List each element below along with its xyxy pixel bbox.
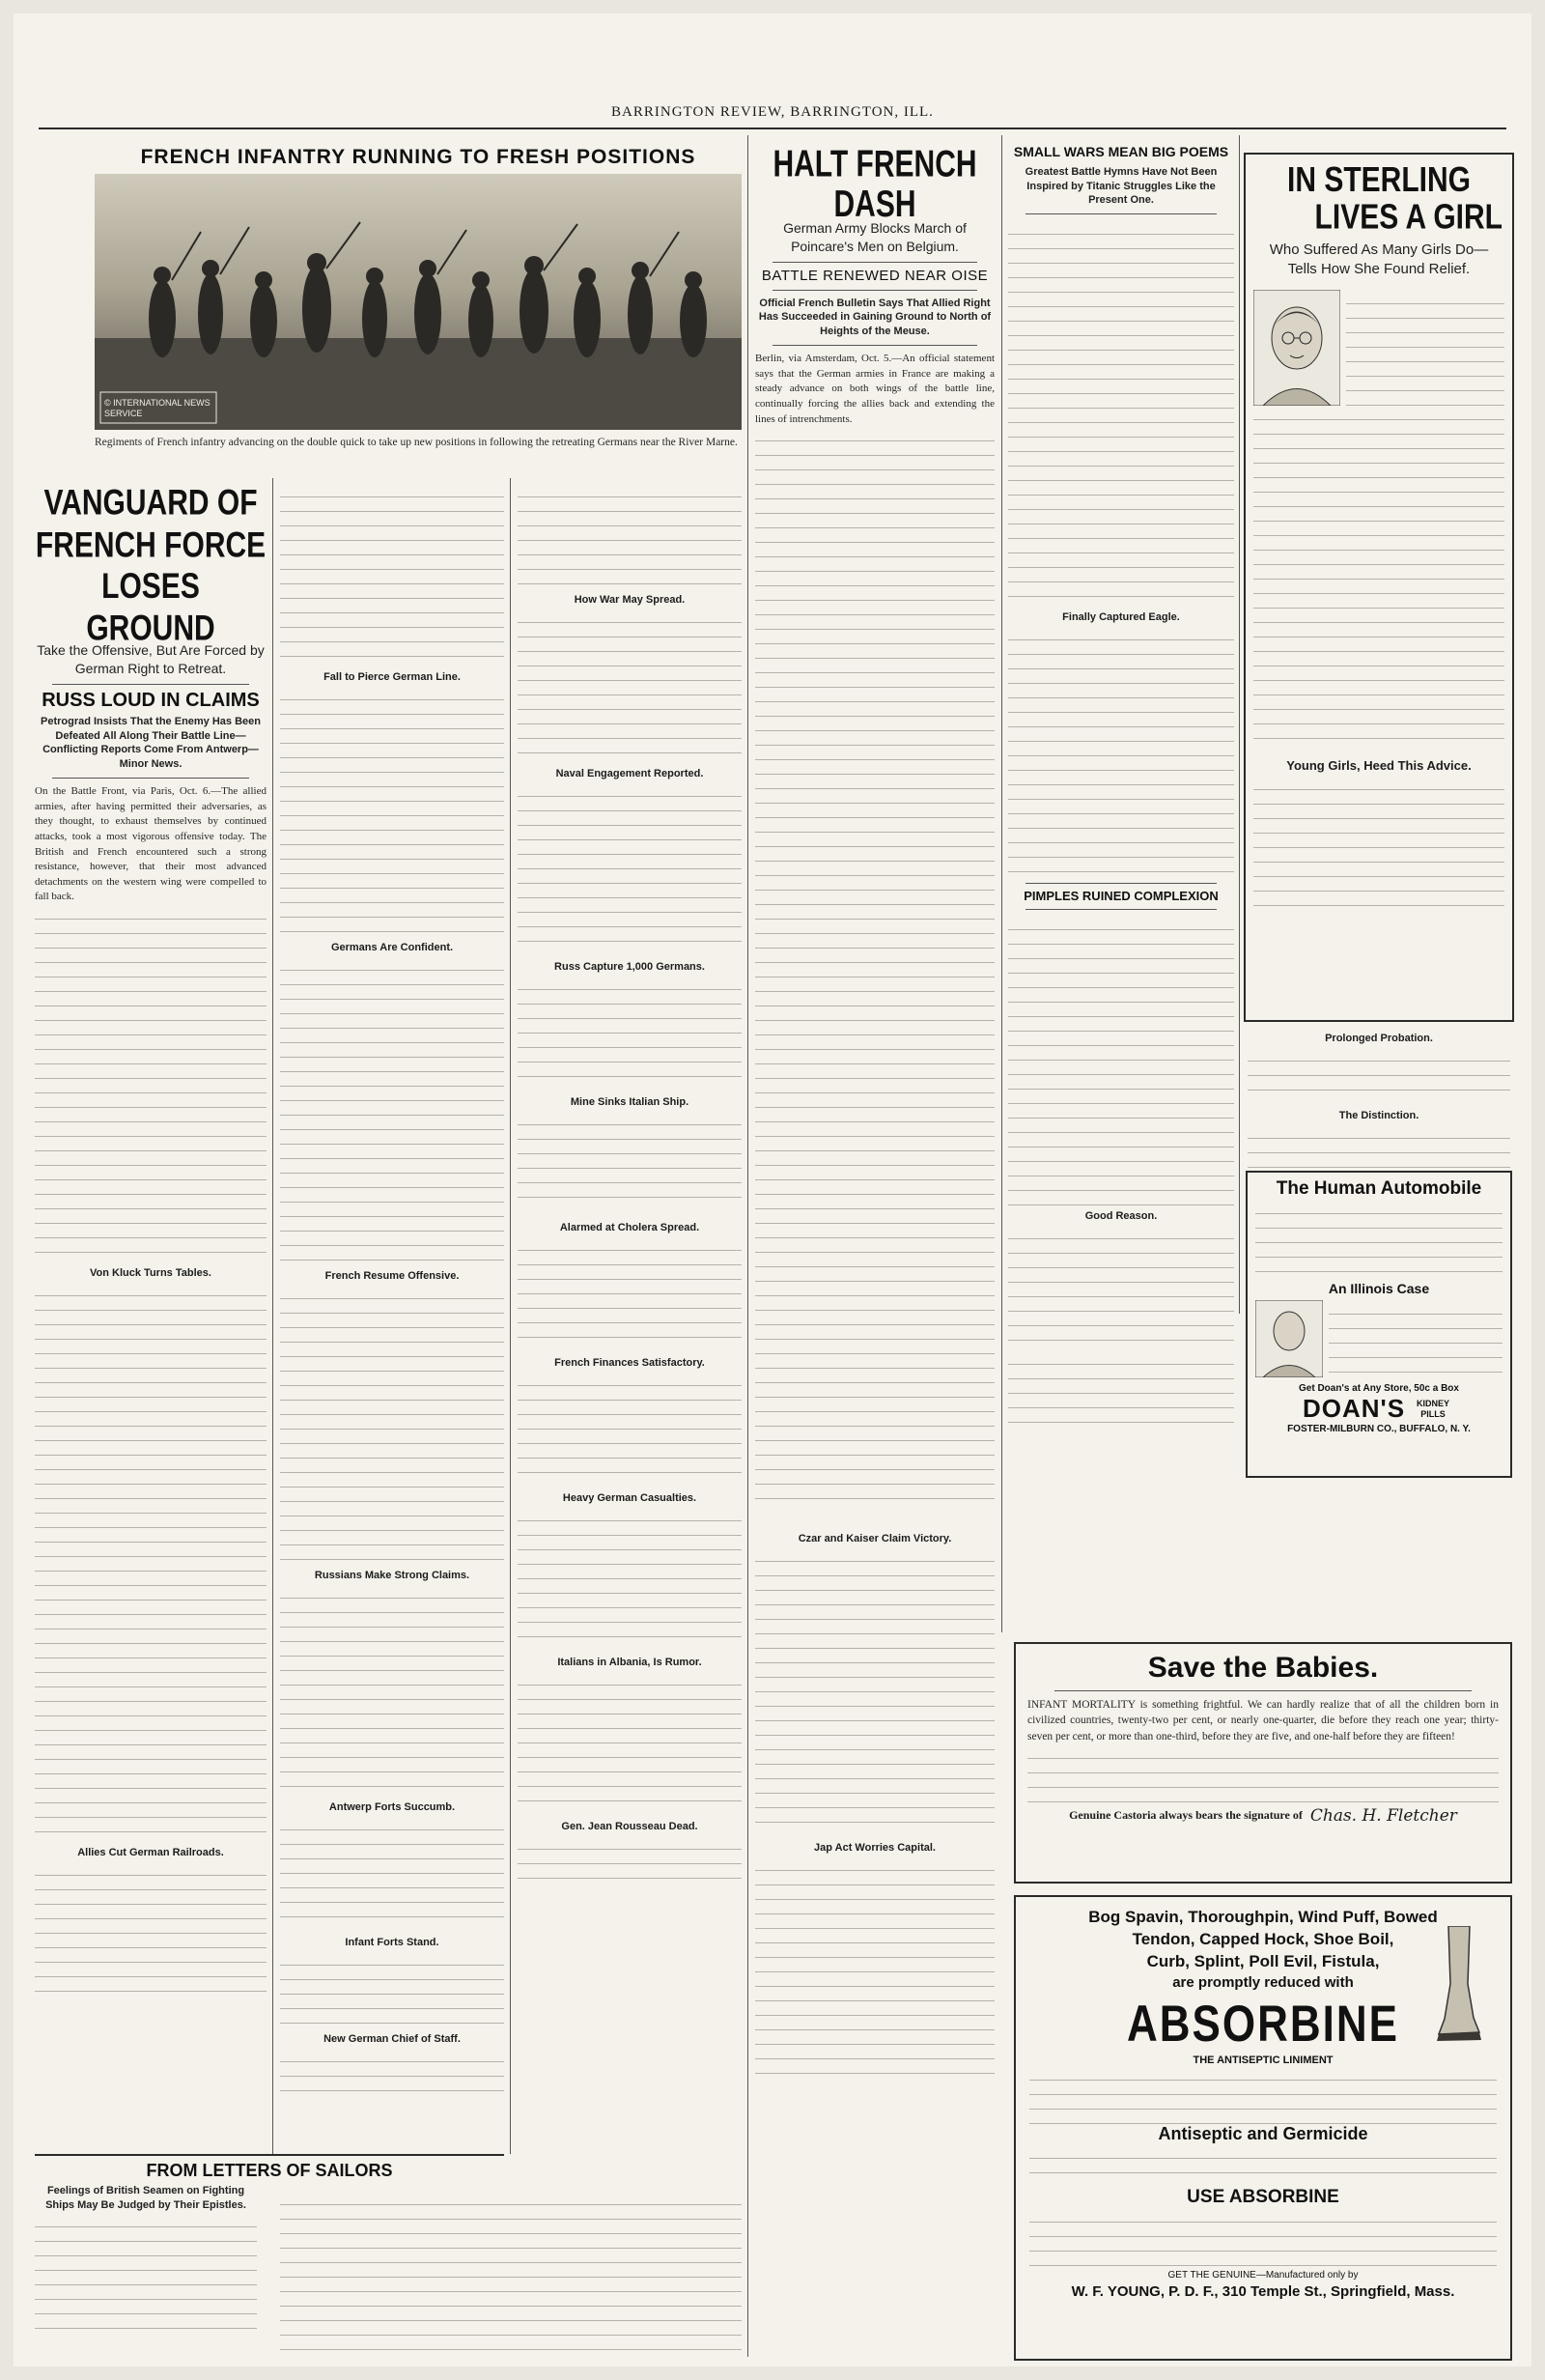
absorbine-headline-2: Tendon, Capped Hock, Shoe Boil,	[1132, 1929, 1394, 1948]
sailors-headline: FROM LETTERS OF SAILORS	[146, 2161, 393, 2180]
sailors-deck: Feelings of British Seamen on Fighting Ships May Be Judged by Their Epistles.	[45, 2184, 246, 2211]
babies-title: Save the Babies.	[1147, 1652, 1379, 1684]
article-text-lines	[1008, 916, 1234, 1205]
small-wars-article	[1008, 145, 1234, 1428]
news-photo	[95, 174, 742, 430]
article-text-lines	[1329, 1300, 1503, 1377]
halt-deck: German Army Blocks March of Poincare's Men on Belgium.	[783, 220, 967, 254]
article-text-lines	[35, 905, 267, 1262]
article-text-lines	[280, 1584, 504, 1797]
column-rule	[272, 478, 273, 2154]
halt-headline: HALT FRENCH DASH	[772, 143, 977, 225]
article-text-lines	[518, 1236, 742, 1352]
halt-lead: Berlin, via Amsterdam, Oct. 5.—An official statement says that the German armies in France are making a steady advance on both wings of the battle line, continually forcing the allies back and extending the lines of intrenchments.	[755, 353, 995, 425]
article-text-lines	[1248, 1047, 1510, 1105]
divider	[772, 345, 977, 346]
section-head: French Finances Satisfactory.	[554, 1357, 705, 1369]
article-text-lines	[518, 1835, 742, 1893]
article-text-lines	[1253, 406, 1504, 753]
portrait-illustration	[1255, 1300, 1323, 1377]
article-text-lines	[1253, 776, 1504, 921]
sterling-ad	[1244, 153, 1514, 1022]
castoria-ad	[1014, 1642, 1512, 1884]
article-text-lines	[518, 483, 742, 589]
article-text-lines	[1346, 290, 1504, 406]
article-text-lines	[755, 427, 995, 1528]
divider	[1025, 909, 1217, 910]
article-text-lines	[755, 1547, 995, 1837]
header-rule	[39, 128, 1506, 129]
sterling-deck: Who Suffered As Many Girls Do—Tells How She Found Relief.	[1269, 241, 1489, 278]
doans-maker: FOSTER-MILBURN CO., BUFFALO, N. Y.	[1287, 1424, 1471, 1434]
vanguard-subhead: RUSS LOUD IN CLAIMS	[42, 689, 260, 711]
vanguard-lead: On the Battle Front, via Paris, Oct. 6.—The allied armies, after having permitted their adversaries, as they thought, to exhaust themselves by continued attacks, took a most vigorous offensive today. The British and French encountered such a strong resistance, however, that their most advanced detachments on the western wing were compelled to fall back.	[35, 785, 267, 903]
article-text-lines	[1029, 2144, 1497, 2183]
divider	[52, 778, 249, 779]
divider	[772, 290, 977, 291]
article-text-lines	[280, 1285, 504, 1565]
sterling-headline-1: IN STERLING	[1286, 160, 1471, 200]
article-text-lines	[518, 976, 742, 1091]
article-text-lines	[280, 686, 504, 937]
section-head: Czar and Kaiser Claim Victory.	[798, 1533, 952, 1545]
halt-subhead: BATTLE RENEWED NEAR OISE	[761, 267, 989, 284]
article-text-lines	[35, 2213, 257, 2338]
section-head: Alarmed at Cholera Spread.	[559, 1222, 700, 1233]
divider	[1025, 883, 1217, 884]
section-head: French Resume Offensive.	[324, 1270, 460, 1282]
absorbine-headline-4: are promptly reduced with	[1172, 1973, 1354, 1991]
infantry-photo-illustration	[95, 174, 742, 430]
halt-subdeck: Official French Bulletin Says That Allied Right Has Succeeded in Gaining Ground to North of Heights of the Meuse.	[758, 297, 992, 338]
article-text-lines	[35, 1861, 267, 1997]
article-text-lines	[755, 1856, 995, 2088]
section-head: Fall to Pierce German Line.	[323, 671, 461, 683]
section-head: Russ Capture 1,000 Germans.	[554, 961, 705, 973]
middle-column	[518, 483, 742, 1893]
small-wars-headline: SMALL WARS MEAN BIG POEMS	[1013, 144, 1229, 159]
article-text-lines	[1008, 1225, 1234, 1350]
article-text-lines	[280, 483, 504, 666]
divider	[1054, 1690, 1472, 1691]
divider	[52, 684, 249, 685]
photo-credit: © INTERNATIONAL NEWS SERVICE	[104, 398, 211, 418]
column-rule	[1001, 135, 1002, 1632]
section-head: Italians in Albania, Is Rumor.	[557, 1657, 702, 1668]
doans-brand: DOAN'S	[1302, 1394, 1406, 1423]
section-head: Allies Cut German Railroads.	[77, 1847, 224, 1859]
section-head: Russians Make Strong Claims.	[314, 1570, 470, 1581]
vanguard-deck: Take the Offensive, But Are Forced by German Right to Retreat.	[37, 642, 265, 676]
vanguard-continued	[280, 483, 504, 2106]
section-head: Mine Sinks Italian Ship.	[570, 1096, 689, 1108]
doans-ad	[1246, 1171, 1512, 1478]
section-head: Naval Engagement Reported.	[555, 768, 704, 779]
vanguard-article	[35, 483, 267, 1997]
article-text-lines	[35, 1282, 267, 1842]
article-text-lines	[1029, 2066, 1497, 2124]
divider	[35, 2154, 504, 2156]
sterling-advice: Young Girls, Heed This Advice.	[1286, 757, 1472, 773]
section-head: Antwerp Forts Succumb.	[328, 1801, 456, 1813]
section-head: Germans Are Confident.	[330, 942, 454, 953]
section-head: New German Chief of Staff.	[323, 2033, 461, 2045]
article-text-lines	[280, 2048, 504, 2106]
section-head: The Distinction.	[1338, 1110, 1419, 1121]
absorbine-antiseptic: Antiseptic and Germicide	[1158, 2124, 1368, 2144]
article-text-lines	[280, 1816, 504, 1932]
section-head: Heavy German Casualties.	[562, 1492, 697, 1504]
doans-title: The Human Automobile	[1276, 1178, 1482, 1199]
running-head: BARRINGTON REVIEW, BARRINGTON, ILL.	[611, 104, 934, 120]
photo-headline: FRENCH INFANTRY RUNNING TO FRESH POSITIONS	[140, 146, 696, 168]
doans-case: An Illinois Case	[1328, 1281, 1430, 1296]
article-text-lines	[518, 1372, 742, 1488]
pimples-headline: PIMPLES RUINED COMPLEXION	[1024, 889, 1219, 904]
column-rule	[747, 135, 748, 2357]
section-head: Finally Captured Eagle.	[1062, 611, 1180, 624]
section-head: Von Kluck Turns Tables.	[90, 1267, 211, 1280]
fletcher-signature: Chas. H. Fletcher	[1309, 1805, 1457, 1826]
article-text-lines	[1255, 1200, 1503, 1277]
doans-store: Get Doan's at Any Store, 50c a Box	[1299, 1383, 1459, 1394]
section-head: Infant Forts Stand.	[345, 1937, 439, 1948]
article-text-lines	[1008, 220, 1234, 607]
article-text-lines	[518, 1507, 742, 1652]
article-text-lines	[280, 2191, 742, 2365]
absorbine-maker: W. F. YOUNG, P. D. F., 310 Temple St., Springfield, Mass.	[1071, 2283, 1455, 2301]
small-wars-deck: Greatest Battle Hymns Have Not Been Inspired by Titanic Struggles Like the Present One.	[1025, 165, 1218, 207]
article-text-lines	[1008, 1350, 1234, 1428]
halt-article	[755, 145, 995, 2088]
article-text-lines	[280, 1951, 504, 2028]
vanguard-headline-3: LOSES GROUND	[86, 566, 215, 648]
doans-brand-sub: KIDNEY PILLS	[1417, 1398, 1450, 1419]
sterling-fillers	[1248, 1028, 1510, 1173]
section-head: Prolonged Probation.	[1325, 1033, 1433, 1044]
article-text-lines	[1248, 1124, 1510, 1173]
absorbine-headline-1: Bog Spavin, Thoroughpin, Wind Puff, Bowed	[1088, 1908, 1438, 1926]
photo-caption: Regiments of French infantry advancing on the double quick to take up new positions in following the retreating Germans near the River Marne.	[95, 437, 738, 448]
vanguard-subdeck: Petrograd Insists That the Enemy Has Been Defeated All Along Their Battle Line—Conflicting Reports Come From Antwerp—Minor News.	[40, 715, 261, 771]
sterling-headline-2: LIVES A GIRL	[1314, 197, 1503, 237]
article-text-lines	[280, 956, 504, 1265]
absorbine-tagline: THE ANTISEPTIC LINIMENT	[1193, 2054, 1334, 2067]
article-text-lines	[518, 1671, 742, 1816]
absorbine-genuine: GET THE GENUINE—Manufactured only by	[1167, 2270, 1359, 2281]
article-text-lines	[518, 782, 742, 956]
absorbine-use: USE ABSORBINE	[1187, 2187, 1339, 2208]
absorbine-brand: ABSORBINE	[1126, 1996, 1400, 2053]
divider	[772, 262, 977, 263]
column-rule	[510, 478, 511, 2154]
section-head: Gen. Jean Rousseau Dead.	[561, 1821, 698, 1832]
divider	[1025, 213, 1217, 214]
absorbine-ad	[1014, 1895, 1512, 2361]
article-text-lines	[1029, 2208, 1497, 2270]
babies-lead: INFANT MORTALITY is something frightful. We can hardly realize that of all the children born in civilized countries, twenty-two per cent, or nearly one-quarter, die before they reach one year; thirty-seven per cent, or more than one-third, before they are five, and one-half before they are fifteen!	[1027, 1699, 1499, 1742]
column-rule	[1239, 135, 1240, 1314]
section-head: How War May Spread.	[574, 594, 686, 606]
vanguard-headline-2: FRENCH FORCE	[35, 524, 267, 565]
portrait-illustration	[1253, 290, 1340, 406]
absorbine-headline-3: Curb, Splint, Poll Evil, Fistula,	[1146, 1951, 1380, 1970]
article-text-lines	[1008, 626, 1234, 877]
article-text-lines	[1027, 1744, 1499, 1802]
section-head: Jap Act Worries Capital.	[814, 1842, 936, 1855]
article-text-lines	[518, 609, 742, 763]
section-head: Good Reason.	[1084, 1209, 1158, 1222]
article-text-lines	[518, 1111, 742, 1217]
vanguard-headline-1: VANGUARD OF	[43, 483, 258, 524]
babies-footer: Genuine Castoria always bears the signature of	[1069, 1808, 1303, 1823]
